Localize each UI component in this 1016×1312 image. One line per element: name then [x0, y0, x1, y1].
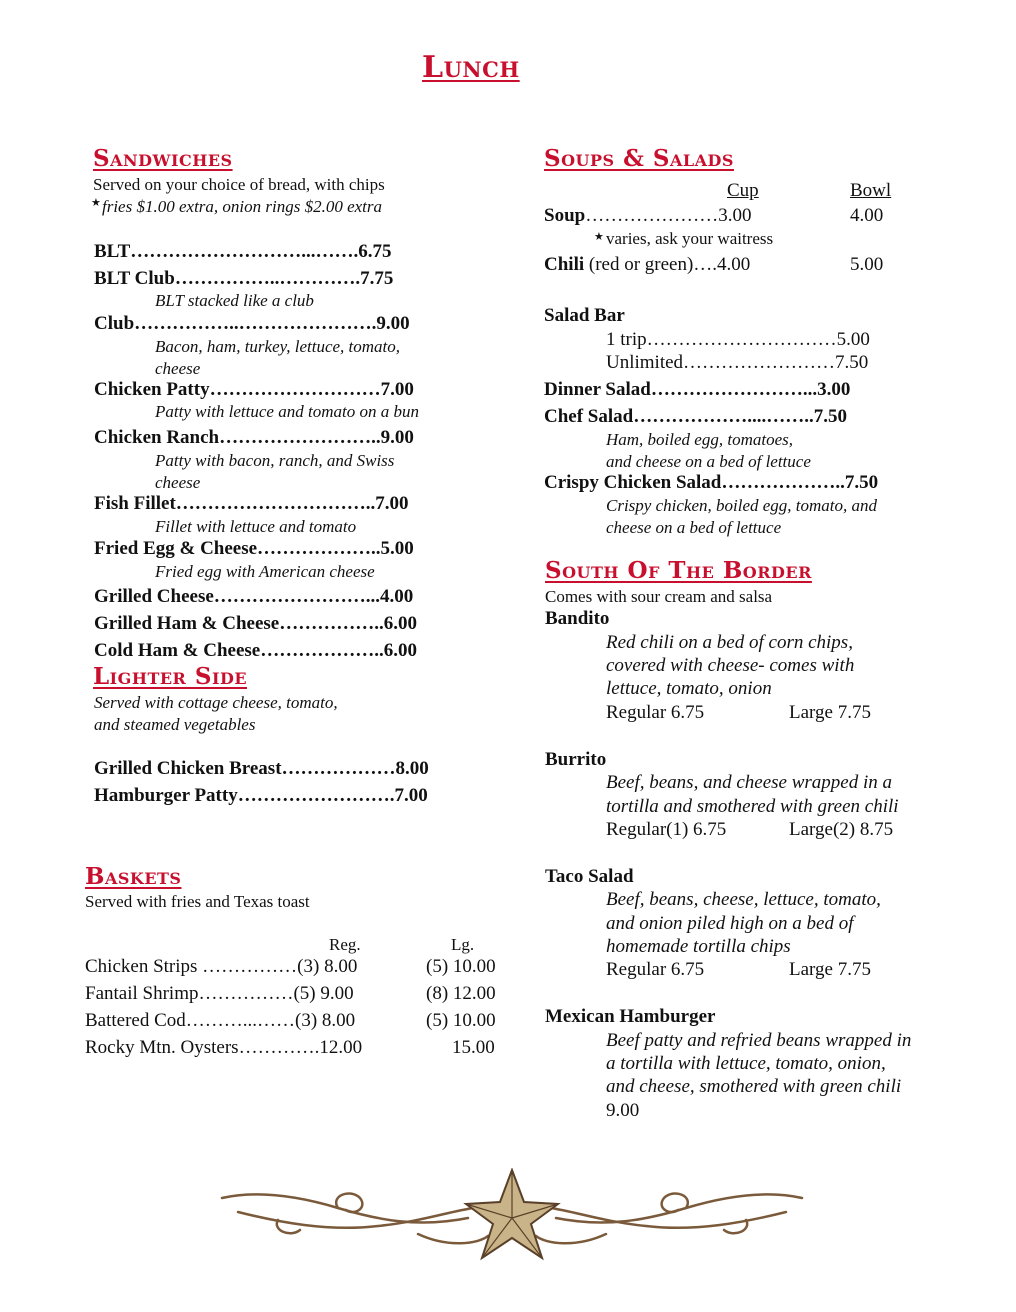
- menu-item-desc: Bacon, ham, turkey, lettuce, tomato,: [155, 337, 401, 356]
- salad-bar-unlimited: Unlimited……………………7.50: [606, 352, 869, 373]
- menu-item: Hamburger Patty…………………….7.00: [94, 785, 428, 806]
- soup-note: varies, ask your waitress: [606, 229, 774, 248]
- menu-item: Chicken Ranch……………………..9.00: [94, 427, 414, 448]
- burrito-large: Large(2) 8.75: [789, 819, 894, 840]
- menu-item-desc: a tortilla with lettuce, tomato, onion,: [606, 1053, 886, 1074]
- menu-item-desc: and cheese on a bed of lettuce: [606, 452, 811, 471]
- menu-item-desc: Red chili on a bed of corn chips,: [606, 632, 853, 653]
- menu-item-desc: Ham, boiled egg, tomatoes,: [606, 430, 793, 449]
- menu-item: Chicken Patty………………………7.00: [94, 379, 414, 400]
- baskets-heading: Baskets: [85, 863, 182, 890]
- lighter-side-heading: Lighter Side: [93, 663, 248, 690]
- taco-salad-large: Large 7.75: [789, 959, 871, 980]
- basket-item-large: 15.00: [452, 1037, 495, 1058]
- menu-item: Grilled Cheese……………………...4.00: [94, 586, 414, 607]
- taco-salad-regular: Regular 6.75: [606, 959, 705, 980]
- menu-item: Grilled Chicken Breast………………8.00: [94, 758, 429, 779]
- baskets-subtitle: Served with fries and Texas toast: [85, 892, 310, 911]
- menu-item-desc: Beef, beans, and cheese wrapped in a: [606, 772, 892, 793]
- soup-cup-price: …………………3.00: [585, 205, 752, 226]
- menu-item-desc: and onion piled high on a bed of: [606, 913, 854, 934]
- menu-item-desc: cheese: [155, 473, 201, 492]
- basket-item-large: (5) 10.00: [426, 1010, 496, 1031]
- menu-item-desc: Patty with lettuce and tomato on a bun: [155, 402, 419, 421]
- basket-item-large: (5) 10.00: [426, 956, 496, 977]
- soups-salads-heading: Soups & Salads: [544, 145, 734, 172]
- mexican-hamburger-name: Mexican Hamburger: [545, 1006, 716, 1027]
- menu-item-desc: and cheese, smothered with green chili: [606, 1076, 902, 1097]
- salad-bar: Salad Bar: [544, 305, 625, 326]
- menu-item-desc: Beef, beans, cheese, lettuce, tomato,: [606, 889, 881, 910]
- soup-name: Soup: [544, 205, 586, 226]
- menu-item-desc: lettuce, tomato, onion: [606, 678, 772, 699]
- menu-item-desc: tortilla and smothered with green chili: [606, 796, 899, 817]
- menu-item-desc: Fillet with lettuce and tomato: [155, 517, 357, 536]
- menu-item: BLT………………………...…….6.75: [94, 241, 392, 262]
- baskets-col-lg: Lg.: [451, 935, 475, 954]
- taco-salad-name: Taco Salad: [545, 866, 634, 887]
- chili-row: [544, 254, 750, 276]
- sandwiches-subtitle: Served on your choice of bread, with chips: [93, 175, 385, 194]
- menu-item: BLT Club……………..………….7.75: [94, 268, 394, 289]
- menu-item: Cold Ham & Cheese………………..6.00: [94, 640, 417, 661]
- menu-item: Chef Salad………………....……..7.50: [544, 406, 847, 427]
- page-title: Lunch: [422, 50, 520, 85]
- western-star-scroll-icon: [218, 1168, 806, 1264]
- menu-item-desc: Beef patty and refried beans wrapped in: [606, 1030, 912, 1051]
- south-heading: South Of The Border: [545, 557, 812, 584]
- star-icon: ★: [91, 197, 101, 209]
- basket-item: Chicken Strips ……………(3) 8.00: [85, 956, 358, 977]
- bandito-large: Large 7.75: [789, 702, 871, 723]
- lighter-side-desc: and steamed vegetables: [94, 715, 256, 734]
- menu-item: Crispy Chicken Salad………………..7.50: [544, 472, 879, 493]
- lighter-side-desc: Served with cottage cheese, tomato,: [94, 693, 338, 712]
- basket-item: Battered Cod………...……(3) 8.00: [85, 1010, 356, 1031]
- burrito-regular: Regular(1) 6.75: [606, 819, 727, 840]
- menu-item-desc: covered with cheese- comes with: [606, 655, 855, 676]
- menu-item: Fried Egg & Cheese………………..5.00: [94, 538, 414, 559]
- col-cup: Cup: [727, 180, 759, 201]
- menu-item-desc: cheese on a bed of lettuce: [606, 518, 782, 537]
- mexican-hamburger-price: 9.00: [606, 1100, 640, 1121]
- menu-item-desc: Fried egg with American cheese: [155, 562, 375, 581]
- basket-item: Fantail Shrimp……………(5) 9.00: [85, 983, 354, 1004]
- bandito-regular: Regular 6.75: [606, 702, 705, 723]
- menu-item: Dinner Salad……………………...3.00: [544, 379, 851, 400]
- salad-bar-trip: 1 trip…………………………5.00: [606, 329, 870, 350]
- south-subtitle: Comes with sour cream and salsa: [545, 587, 773, 606]
- menu-item-desc: BLT stacked like a club: [155, 291, 314, 310]
- basket-item-large: (8) 12.00: [426, 983, 496, 1004]
- col-bowl: Bowl: [850, 180, 892, 201]
- burrito-name: Burrito: [545, 749, 607, 770]
- bandito-name: Bandito: [545, 608, 610, 629]
- menu-item: Fish Fillet…………………………..7.00: [94, 493, 409, 514]
- soup-row: [544, 205, 751, 227]
- sandwiches-heading: Sandwiches: [93, 145, 233, 172]
- soup-bowl-price: 4.00: [850, 205, 884, 226]
- menu-item-desc: Crispy chicken, boiled egg, tomato, and: [606, 496, 878, 515]
- basket-item: Rocky Mtn. Oysters………….12.00: [85, 1037, 363, 1058]
- star-icon: ★: [594, 231, 604, 243]
- menu-item-desc: cheese: [155, 359, 201, 378]
- chili-name: Chili: [544, 254, 585, 275]
- menu-item: Grilled Ham & Cheese……………..6.00: [94, 613, 417, 634]
- sandwiches-extras: fries $1.00 extra, onion rings $2.00 extra: [102, 197, 383, 216]
- menu-item-desc: homemade tortilla chips: [606, 936, 791, 957]
- menu-item: Club……………..………………….9.00: [94, 313, 410, 334]
- chili-cup-price: (red or green)….4.00: [584, 254, 751, 275]
- chili-bowl-price: 5.00: [850, 254, 884, 275]
- menu-item-desc: Patty with bacon, ranch, and Swiss: [155, 451, 395, 470]
- baskets-col-reg: Reg.: [329, 935, 361, 954]
